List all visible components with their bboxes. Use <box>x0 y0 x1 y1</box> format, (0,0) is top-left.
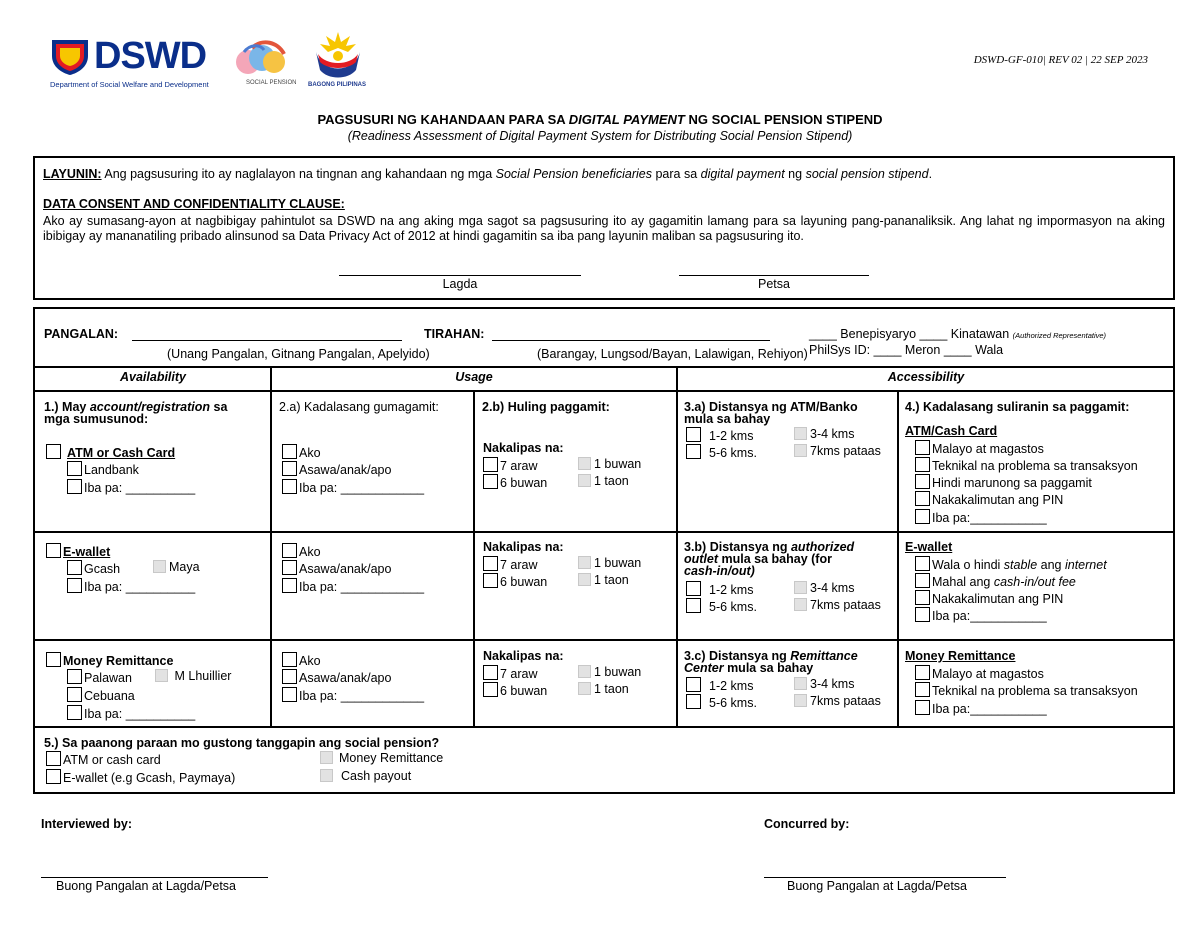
checkbox-icon[interactable] <box>483 573 498 588</box>
q3c-o1[interactable]: 1-2 kms <box>686 677 753 694</box>
q1-ewallet[interactable]: E-wallet <box>46 543 110 560</box>
header-accessibility: Accessibility <box>887 370 965 384</box>
checkbox-icon[interactable] <box>915 491 930 506</box>
checkbox-icon[interactable] <box>578 556 591 569</box>
checkbox-icon[interactable] <box>67 560 82 575</box>
grid-line <box>33 639 1175 641</box>
name-hint: (Unang Pangalan, Gitnang Pangalan, Apelyido) <box>167 347 430 361</box>
checkbox-icon[interactable] <box>67 479 82 494</box>
q3c-o3[interactable]: 5-6 kms. <box>686 694 757 711</box>
q3b-title-2: outlet mula sa bahay (for <box>684 552 832 566</box>
q2b-buwan1-1[interactable]: 1 buwan <box>578 457 641 472</box>
philsys-option[interactable]: PhilSys ID: ____ Meron ____ Wala <box>809 343 1004 357</box>
checkbox-icon[interactable] <box>686 677 701 692</box>
grid-line <box>33 726 1175 728</box>
consent-box <box>33 156 1175 300</box>
q5-o3[interactable]: Money Remittance <box>320 751 443 766</box>
q3b-o4[interactable]: 7kms pataas <box>794 598 881 613</box>
checkbox-icon[interactable] <box>915 682 930 697</box>
q4-teknikal-2[interactable]: Teknikal na problema sa transaksyon <box>915 682 1138 699</box>
q2b-nakalipas-1: Nakalipas na: <box>483 441 564 455</box>
signature-label: Lagda <box>442 277 478 291</box>
q1-gcash[interactable]: Gcash <box>67 560 120 577</box>
checkbox-icon[interactable] <box>794 694 807 707</box>
checkbox-icon[interactable] <box>320 751 333 764</box>
checkbox-icon[interactable] <box>282 461 297 476</box>
address-label: TIRAHAN: <box>424 327 485 341</box>
checkbox-icon[interactable] <box>483 556 498 571</box>
address-hint: (Barangay, Lungsod/Bayan, Lalawigan, Rehiyon) <box>537 347 808 361</box>
q2b-buwan6-2[interactable]: 6 buwan <box>483 573 547 590</box>
checkbox-icon[interactable] <box>46 769 61 784</box>
q2b-taon-3[interactable]: 1 taon <box>578 682 629 697</box>
checkbox-icon[interactable] <box>483 457 498 472</box>
q4-ibapa-2[interactable]: Iba pa:___________ <box>915 607 1047 624</box>
checkbox-icon[interactable] <box>46 543 61 558</box>
dswd-shield-icon <box>50 36 90 76</box>
checkbox-icon[interactable] <box>915 440 930 455</box>
q4-ewallet-heading: E-wallet <box>905 540 953 554</box>
q4-remit-heading: Money Remittance <box>905 649 1016 663</box>
q2b-title: 2.b) Huling paggamit: <box>482 400 610 414</box>
checkbox-icon[interactable] <box>915 474 930 489</box>
concurrer-signature-line[interactable] <box>764 877 1006 878</box>
checkbox-icon[interactable] <box>282 479 297 494</box>
checkbox-icon[interactable] <box>46 751 61 766</box>
q2b-buwan1-3[interactable]: 1 buwan <box>578 665 641 680</box>
q1-atm-ibapa[interactable]: Iba pa: __________ <box>67 479 195 496</box>
q4-teknikal-1[interactable]: Teknikal na problema sa transaksyon <box>915 457 1138 474</box>
layunin-text: LAYUNIN: Ang pagsusuring ito ay naglalayon na tingnan ang kahandaan ng mga Social Pension beneficiaries para sa digital payment ng social pension stipend. <box>43 167 933 181</box>
dswd-logo-text: DSWD <box>94 35 207 77</box>
checkbox-icon[interactable] <box>578 474 591 487</box>
q2b-buwan6-1[interactable]: 6 buwan <box>483 474 547 491</box>
checkbox-icon[interactable] <box>282 669 297 684</box>
checkbox-icon[interactable] <box>578 457 591 470</box>
q3a-o1[interactable]: 1-2 kms <box>686 427 753 444</box>
q3b-title: 3.b) Distansya ng authorized <box>684 540 855 554</box>
name-line[interactable] <box>132 340 402 341</box>
q1-landbank[interactable]: Landbank <box>67 461 139 478</box>
q3a-title: 3.a) Distansya ng ATM/Banko <box>684 400 858 414</box>
q1-cebuana[interactable]: Cebuana <box>67 687 135 704</box>
q2b-araw-3[interactable]: 7 araw <box>483 665 538 682</box>
checkbox-icon[interactable] <box>67 687 82 702</box>
q2b-araw-1[interactable]: 7 araw <box>483 457 538 474</box>
checkbox-icon[interactable] <box>915 556 930 571</box>
checkbox-icon[interactable] <box>686 427 701 442</box>
checkbox-icon[interactable] <box>483 474 498 489</box>
checkbox-icon[interactable] <box>483 682 498 697</box>
q1-remittance[interactable]: Money Remittance <box>46 652 173 669</box>
checkbox-icon[interactable] <box>915 700 930 715</box>
checkbox-icon[interactable] <box>67 669 82 684</box>
q1-title: 1.) May account/registration sa <box>44 400 228 414</box>
checkbox-icon[interactable] <box>915 607 930 622</box>
checkbox-icon[interactable] <box>578 573 591 586</box>
document-reference: DSWD-GF-010| REV 02 | 22 SEP 2023 <box>973 54 1148 66</box>
checkbox-icon[interactable] <box>282 543 297 558</box>
concurred-by-label: Concurred by: <box>764 817 850 831</box>
q4-ibapa-3[interactable]: Iba pa:___________ <box>915 700 1047 717</box>
grid-line <box>33 390 1175 392</box>
q1-remit-ibapa[interactable]: Iba pa: __________ <box>67 705 195 722</box>
clause-heading: DATA CONSENT AND CONFIDENTIALITY CLAUSE: <box>43 197 345 211</box>
q2a-asawa-2[interactable]: Asawa/anak/apo <box>282 560 391 577</box>
q4-pin-1[interactable]: Nakakalimutan ang PIN <box>915 491 1063 508</box>
q2b-araw-2[interactable]: 7 araw <box>483 556 538 573</box>
q3c-title-2: Center mula sa bahay <box>684 661 814 675</box>
q3c-title: 3.c) Distansya ng Remittance <box>684 649 858 663</box>
q4-pin-2[interactable]: Nakakalimutan ang PIN <box>915 590 1063 607</box>
q2a-ako-1[interactable]: Ako <box>282 444 321 461</box>
q5-o1[interactable]: ATM or cash card <box>46 751 161 768</box>
q2b-nakalipas-3: Nakalipas na: <box>483 649 564 663</box>
q2a-ibapa-3[interactable]: Iba pa: ____________ <box>282 687 424 704</box>
dswd-logo-subtitle: Department of Social Welfare and Development <box>50 80 209 89</box>
interviewer-signature-line[interactable] <box>41 877 268 878</box>
beneficiary-option[interactable]: ____ Benepisyaryo ____ Kinatawan (Authorized Representative) <box>809 327 1107 341</box>
q3b-o2[interactable]: 3-4 kms <box>794 581 854 596</box>
q5-title: 5.) Sa paanong paraan mo gustong tanggapin ang social pension? <box>44 736 440 750</box>
clause-text: Ako ay sumasang-ayon at nagbibigay pahintulot sa DSWD na ang aking mga sagot sa pagsusuring ito ay gagamitin lamang para sa layuning pang-pananaliksik. Ang lahat ng impormasyon na aking ibibigay ay mananatiling pribado alinsunod sa Data Privacy Act of 2012 at hindi gagamitin sa iba pang layunin maliban sa pagsusuring ito. <box>43 214 1165 243</box>
checkbox-icon[interactable] <box>915 665 930 680</box>
q3c-o2[interactable]: 3-4 kms <box>794 677 854 692</box>
q2b-taon-1[interactable]: 1 taon <box>578 474 629 489</box>
bagong-pilipinas-logo-text: BAGONG PILIPINAS <box>308 82 367 88</box>
form-title: PAGSUSURI NG KAHANDAAN PARA SA DIGITAL PAYMENT NG SOCIAL PENSION STIPEND <box>317 112 883 127</box>
checkbox-icon[interactable] <box>46 652 61 667</box>
q3b-title-3: cash-in/out) <box>684 564 755 578</box>
q2b-nakalipas-2: Nakalipas na: <box>483 540 564 554</box>
checkbox-icon[interactable] <box>282 652 297 667</box>
checkbox-icon[interactable] <box>686 598 701 613</box>
grid-line <box>676 366 678 727</box>
q2a-asawa-3[interactable]: Asawa/anak/apo <box>282 669 391 686</box>
q4-ibapa-1[interactable]: Iba pa:___________ <box>915 509 1047 526</box>
name-label: PANGALAN: <box>44 327 119 341</box>
grid-line <box>473 390 475 727</box>
checkbox-icon[interactable] <box>686 694 701 709</box>
checkbox-icon[interactable] <box>578 682 591 695</box>
checkbox-icon[interactable] <box>67 578 82 593</box>
q4-wala[interactable]: Wala o hindi stable ang internet <box>915 556 1107 573</box>
q2a-ako-2[interactable]: Ako <box>282 543 321 560</box>
q2a-ako-3[interactable]: Ako <box>282 652 321 669</box>
checkbox-icon[interactable] <box>915 457 930 472</box>
q1-mlhuillier[interactable]: M Lhuillier <box>155 669 231 684</box>
checkbox-icon[interactable] <box>794 598 807 611</box>
q1-title-2: mga sumusunod: <box>44 412 149 426</box>
checkbox-icon[interactable] <box>915 573 930 588</box>
checkbox-icon[interactable] <box>155 669 168 682</box>
checkbox-icon[interactable] <box>686 581 701 596</box>
checkbox-icon[interactable] <box>794 581 807 594</box>
social-pension-logo-icon <box>230 38 297 86</box>
grid-line <box>270 366 272 727</box>
q3a-title-2: mula sa bahay <box>684 412 771 426</box>
checkbox-icon[interactable] <box>282 578 297 593</box>
q2b-buwan1-2[interactable]: 1 buwan <box>578 556 641 571</box>
signature-line <box>339 275 581 276</box>
q1-maya[interactable]: Maya <box>153 560 200 575</box>
q1-ewallet-ibapa[interactable]: Iba pa: __________ <box>67 578 195 595</box>
q3b-o1[interactable]: 1-2 kms <box>686 581 753 598</box>
q4-hindi[interactable]: Hindi marunong sa paggamit <box>915 474 1092 491</box>
q3a-o4[interactable]: 7kms pataas <box>794 444 881 459</box>
grid-line <box>33 531 1175 533</box>
checkbox-icon[interactable] <box>915 509 930 524</box>
q2b-taon-2[interactable]: 1 taon <box>578 573 629 588</box>
checkbox-icon[interactable] <box>46 444 61 459</box>
interviewed-by-label: Interviewed by: <box>41 817 132 831</box>
grid-line <box>897 390 899 727</box>
header-usage: Usage <box>455 370 493 384</box>
q2a-ibapa-2[interactable]: Iba pa: ____________ <box>282 578 424 595</box>
q2a-title: 2.a) Kadalasang gumagamit: <box>279 400 439 414</box>
date-line <box>679 275 869 276</box>
checkbox-icon[interactable] <box>686 444 701 459</box>
checkbox-icon[interactable] <box>282 444 297 459</box>
concurrer-name-label: Buong Pangalan at Lagda/Petsa <box>787 879 968 893</box>
q3a-o2[interactable]: 3-4 kms <box>794 427 854 442</box>
date-label: Petsa <box>758 277 790 291</box>
q4-malayo-2[interactable]: Malayo at magastos <box>915 665 1044 682</box>
checkbox-icon[interactable] <box>153 560 166 573</box>
dswd-logo <box>50 34 380 94</box>
checkbox-icon[interactable] <box>483 665 498 680</box>
q2a-ibapa-1[interactable]: Iba pa: ____________ <box>282 479 424 496</box>
q4-malayo-1[interactable]: Malayo at magastos <box>915 440 1044 457</box>
address-line[interactable] <box>492 340 770 341</box>
q3a-o3[interactable]: 5-6 kms. <box>686 444 757 461</box>
q2a-asawa-1[interactable]: Asawa/anak/apo <box>282 461 391 478</box>
q5-o4[interactable]: Cash payout <box>320 769 411 784</box>
q1-atm[interactable]: ATM or Cash Card <box>46 444 175 461</box>
grid-line <box>33 366 1175 368</box>
q5-o2[interactable]: E-wallet (e.g Gcash, Paymaya) <box>46 769 235 786</box>
checkbox-icon[interactable] <box>320 769 333 782</box>
form-subtitle: (Readiness Assessment of Digital Payment System for Distributing Social Pension Stipend) <box>347 129 853 143</box>
checkbox-icon[interactable] <box>578 665 591 678</box>
checkbox-icon[interactable] <box>282 560 297 575</box>
q3b-o3[interactable]: 5-6 kms. <box>686 598 757 615</box>
q1-palawan[interactable]: Palawan <box>67 669 132 686</box>
checkbox-icon[interactable] <box>794 444 807 457</box>
checkbox-icon[interactable] <box>915 590 930 605</box>
checkbox-icon[interactable] <box>794 427 807 440</box>
q4-atm-heading: ATM/Cash Card <box>905 424 998 438</box>
q3c-o4[interactable]: 7kms pataas <box>794 694 881 709</box>
q2b-buwan6-3[interactable]: 6 buwan <box>483 682 547 699</box>
interviewer-name-label: Buong Pangalan at Lagda/Petsa <box>56 879 237 893</box>
bagong-pilipinas-logo-icon <box>308 30 368 84</box>
checkbox-icon[interactable] <box>282 687 297 702</box>
q4-title: 4.) Kadalasang suliranin sa paggamit: <box>905 400 1130 414</box>
header-availability: Availability <box>120 370 186 384</box>
checkbox-icon[interactable] <box>67 461 82 476</box>
checkbox-icon[interactable] <box>67 705 82 720</box>
social-pension-logo-text: SOCIAL PENSION <box>246 80 297 86</box>
checkbox-icon[interactable] <box>794 677 807 690</box>
q4-mahal[interactable]: Mahal ang cash-in/out fee <box>915 573 1076 590</box>
